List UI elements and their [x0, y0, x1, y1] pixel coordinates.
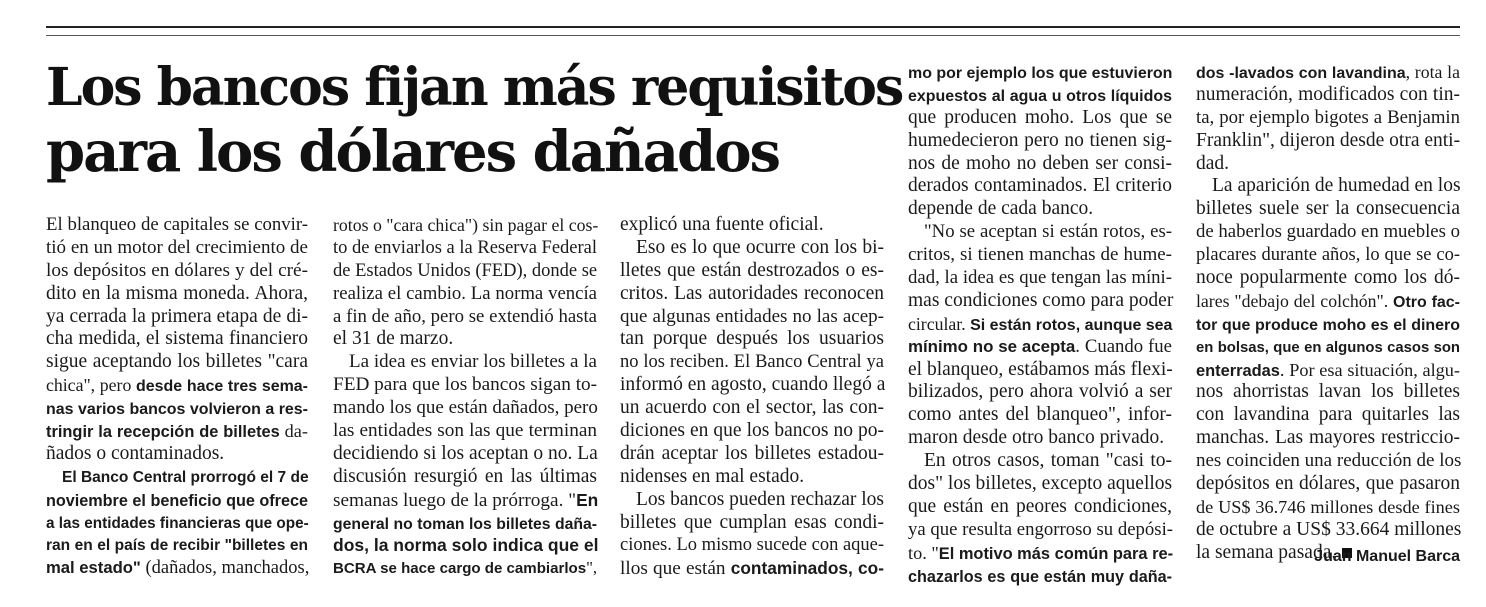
text-line [620, 557, 884, 580]
bold-text-run: En [576, 489, 599, 510]
text-run: depósitos en dólares, que pasaron [1196, 473, 1460, 495]
text-run: billetes suele ser la consecuencia [1196, 198, 1460, 220]
bold-text-run: enterradas [1196, 361, 1280, 380]
text-run: diciones en que los bancos no po- [620, 420, 884, 442]
headline [46, 56, 906, 184]
headline-line-2: para los dólares dañados [46, 119, 780, 185]
text-run: FED para que los bancos sigan to- [333, 374, 598, 396]
bold-text-run: mal estado" [46, 558, 141, 578]
text-line [1196, 221, 1460, 244]
text-line [1196, 175, 1460, 198]
text-line [620, 260, 884, 283]
text-run: bilizados, pero ahora volvió a ser [908, 381, 1172, 403]
text-line [46, 237, 308, 260]
text-run: mas condiciones como para poder [908, 289, 1174, 311]
text-line [46, 534, 308, 557]
bold-text-run: ran en el país de recibir "billetes en [46, 537, 308, 555]
text-line [908, 313, 1172, 336]
text-line [1196, 107, 1460, 130]
text-run: En otros casos, toman "casi to- [924, 450, 1172, 472]
text-run: numeración, modificados con tin- [1196, 83, 1460, 105]
text-line [620, 306, 884, 329]
text-line [908, 198, 1172, 221]
text-run: El blanqueo de capitales se convir- [46, 214, 308, 235]
text-line [46, 512, 308, 535]
text-line [1196, 359, 1460, 382]
text-line [908, 359, 1172, 382]
text-line [333, 260, 597, 283]
text-run: realiza el cambio. La norma vencía [333, 282, 597, 304]
text-line [333, 214, 597, 237]
bold-text-run: Otro fac- [1393, 293, 1461, 311]
text-run: nos ahorristas lavan los billetes [1196, 381, 1460, 403]
text-line [908, 542, 1172, 565]
text-run: dos" los billetes, excepto aquellos [908, 473, 1173, 495]
text-line [908, 153, 1172, 176]
text-run: . Por esa situación, algu- [1279, 359, 1460, 380]
text-line [46, 443, 308, 466]
bold-text-run: El Banco Central prorrogó el 7 de [62, 468, 309, 486]
text-line [1196, 290, 1460, 313]
text-line [908, 221, 1172, 244]
text-run: ta, por ejemplo bigotes a Benjamin [1196, 106, 1460, 128]
text-line [620, 466, 884, 489]
text-line [1196, 153, 1460, 176]
bold-text-run: chazarlos es que están muy daña- [908, 567, 1172, 586]
text-line [908, 496, 1172, 519]
article-column-4 [908, 61, 1172, 587]
text-run: lares "debajo del colchón". [1196, 290, 1394, 311]
text-line [46, 351, 308, 374]
text-run: . Cuando fue [1075, 335, 1172, 357]
text-line [1196, 313, 1460, 336]
text-run: critos. Las autoridades reconocen [620, 282, 884, 304]
text-line [908, 565, 1172, 588]
text-run: tan porque después los usuarios [620, 328, 884, 350]
text-run: dad. [1196, 152, 1230, 174]
text-line [1196, 84, 1460, 107]
text-run: depende de cada banco. [908, 198, 1094, 220]
text-run: semanas luego de la prórroga. " [333, 489, 577, 511]
text-line [333, 420, 597, 443]
text-run: La idea es enviar los billetes a la [349, 351, 597, 373]
text-line [46, 328, 308, 351]
text-run: que están en peores condiciones, [908, 495, 1172, 517]
text-run: de octubre a US$ 33.664 millones [1196, 518, 1462, 540]
text-line [46, 214, 308, 237]
text-line [908, 519, 1172, 542]
text-line [620, 214, 884, 237]
text-line [46, 374, 308, 397]
top-rule [46, 26, 1460, 28]
text-line [333, 557, 597, 580]
text-line [46, 283, 308, 306]
text-run: de Estados Unidos (FED), donde se [333, 260, 598, 281]
bold-text-run: mo por ejemplo los que estuvieron [908, 65, 1173, 82]
text-run: ya cerrada la primera etapa de di- [46, 305, 308, 327]
text-line [333, 443, 597, 466]
text-line [46, 489, 308, 512]
text-line [908, 381, 1172, 404]
text-line [1196, 336, 1460, 359]
byline-text: Juan Manuel Barca [1314, 548, 1460, 565]
top-rule-thin [46, 35, 1460, 36]
text-run: sigue aceptando los billetes "cara [46, 351, 308, 373]
bold-text-run: a las entidades financieras que ope- [46, 514, 309, 532]
text-run: , rota la [1405, 62, 1460, 82]
text-run: no los reciben. El Banco Central ya [620, 352, 884, 373]
text-run: con lavandina para quitarles las [1196, 404, 1460, 426]
text-run: ñados o contaminados. [46, 442, 225, 464]
text-line [1196, 244, 1460, 267]
text-line [1196, 519, 1460, 542]
text-run: de haberlos guardado en muebles o [1196, 221, 1460, 243]
text-line [908, 107, 1172, 130]
text-line [333, 306, 597, 329]
text-run: da- [279, 421, 308, 442]
text-run: rotos o "cara chica") sin pagar el cos- [333, 215, 599, 235]
text-line [1196, 198, 1460, 221]
text-run: La aparición de humedad en los [1212, 175, 1461, 197]
text-run: llos que están [620, 558, 731, 580]
text-line [1196, 61, 1460, 84]
text-line [620, 328, 884, 351]
bold-text-run: Si están rotos, aunque sea [970, 316, 1173, 334]
text-line [908, 336, 1172, 359]
text-run: derados contaminados. El criterio [908, 175, 1172, 197]
text-line [1196, 404, 1460, 427]
text-line [620, 534, 884, 557]
text-run: Franklin", dijeron desde otra enti- [1196, 129, 1461, 151]
bold-text-run: tringir la recepción de billetes [46, 423, 280, 442]
bold-text-run: desde hace tres sema- [136, 378, 308, 396]
text-run: Los bancos pueden rechazar los [636, 488, 884, 510]
text-run: los depósitos en dólares y del cré- [46, 259, 308, 281]
text-line [620, 512, 884, 535]
text-run: to de enviarlos a la Reserva Federal [333, 237, 598, 258]
text-run: billetes que cumplan esas condi- [620, 511, 884, 533]
text-line [908, 404, 1172, 427]
bold-text-run: nas varios bancos volvieron a res- [46, 401, 308, 419]
text-run: como antes del blanqueo", infor- [908, 404, 1172, 426]
text-run: lletes que están destrozados o es- [620, 259, 884, 281]
text-run: explicó una fuente oficial. [620, 214, 824, 235]
text-line [620, 283, 884, 306]
text-line [333, 283, 597, 306]
text-run: "No se aceptan si están rotos, es- [924, 221, 1172, 243]
text-run: Eso es lo que ocurre con los bi- [636, 236, 884, 258]
bold-text-run: dos -lavados con lavandina [1196, 65, 1406, 82]
text-line [333, 237, 597, 260]
byline [1314, 548, 1460, 566]
text-run: to. " [908, 542, 939, 563]
text-run: cha medida, el sistema financiero [46, 328, 308, 350]
text-run: dad, la idea es que tengan las míni- [908, 267, 1172, 289]
bold-text-run: expuestos al agua u otros líquidos [908, 87, 1172, 105]
text-line [46, 306, 308, 329]
text-line [46, 557, 308, 580]
text-line [908, 450, 1172, 473]
text-line [46, 420, 308, 443]
text-line [1196, 496, 1460, 519]
bold-text-run: tor que produce moho es el dinero [1196, 316, 1460, 334]
text-run: nos de moho no deben ser consi- [908, 152, 1172, 174]
text-line [46, 397, 308, 420]
text-run: (dañados, manchados, [140, 558, 310, 579]
text-run: manchas. Las mayores restriccio- [1196, 427, 1460, 449]
bold-text-run: noviembre el beneficio que ofrece [46, 491, 308, 510]
text-run: dito en la misma moneda. Ahora, [46, 282, 308, 304]
text-line [620, 237, 884, 260]
text-line [1196, 473, 1460, 496]
text-line [333, 397, 597, 420]
text-line [908, 61, 1172, 84]
text-line [1196, 450, 1460, 473]
text-run: noce popularmente como los dó- [1196, 267, 1460, 289]
text-line [46, 260, 308, 283]
headline-line-1: Los bancos fijan más requisitos [46, 57, 903, 118]
text-run: que producen moho. Los que se [908, 106, 1172, 128]
text-run: mando los que están dañados, pero [333, 397, 598, 419]
text-run: decidiendo si los aceptan o no. La [333, 442, 598, 464]
text-line [333, 466, 597, 489]
text-run: maron desde otro banco privado. [908, 427, 1165, 449]
text-line [620, 374, 884, 397]
text-line [1196, 381, 1460, 404]
text-run: ya que resulta engorroso su depósi- [908, 518, 1174, 540]
text-run: las entidades son las que terminan [333, 420, 597, 442]
bold-text-run: contaminados, co- [730, 558, 884, 579]
text-run: nes coinciden una reducción de los [1196, 450, 1462, 472]
text-run: ", [586, 558, 598, 578]
text-run: circular. [908, 313, 971, 334]
bold-text-run: general no toman los billetes daña- [333, 515, 597, 533]
text-line [620, 351, 884, 374]
article-column-2 [333, 214, 597, 580]
text-run: drán aceptar los billetes estadou- [620, 442, 884, 464]
text-run: a fin de año, pero se extendió hasta [333, 305, 597, 327]
text-line [333, 328, 597, 351]
text-run: placares durante años, lo que se co- [1196, 245, 1460, 266]
article-column-5 [1196, 61, 1460, 565]
text-line [333, 534, 597, 557]
bold-text-run: dos, la norma solo indica que el [333, 535, 599, 556]
text-line [908, 244, 1172, 267]
text-run: critos, si tienen manchas de hume- [908, 244, 1172, 266]
text-run: un acuerdo con el sector, las con- [620, 397, 884, 419]
bold-text-run: El motivo más común para re- [938, 544, 1174, 563]
text-run: el blanqueo, estábamos más flexi- [908, 358, 1173, 380]
text-line [620, 443, 884, 466]
text-run: el 31 de marzo. [333, 328, 454, 350]
text-line [908, 175, 1172, 198]
text-run: tió en un motor del crecimiento de [46, 236, 308, 258]
text-line [908, 290, 1172, 313]
article-column-1 [46, 214, 308, 580]
text-line [908, 267, 1172, 290]
text-line [1196, 130, 1460, 153]
bold-text-run: BCRA se hace cargo de cambiarlos [333, 560, 587, 578]
text-line [333, 512, 597, 535]
text-run: nidenses en mal estado. [620, 465, 805, 487]
text-line [333, 374, 597, 397]
text-run: discusión resurgió en las últimas [333, 465, 597, 487]
bold-text-run: en bolsas, que en algunos casos son [1196, 339, 1460, 356]
text-line [333, 351, 597, 374]
text-run: la semana pasada. [1196, 541, 1337, 563]
text-line [620, 420, 884, 443]
text-line [620, 489, 884, 512]
text-run: chica", pero [46, 375, 136, 396]
text-line [908, 427, 1172, 450]
article-column-3 [620, 214, 884, 580]
text-run: de US$ 36.746 millones desde fines [1196, 496, 1460, 517]
text-run: ciones. Lo mismo sucede con aque- [620, 535, 885, 556]
text-run: humedecieron pero no tienen sig- [908, 129, 1172, 151]
text-line [908, 130, 1172, 153]
text-line [620, 397, 884, 420]
text-line [1196, 427, 1460, 450]
text-line [908, 84, 1172, 107]
text-line [908, 473, 1172, 496]
text-line [333, 489, 597, 512]
bold-text-run: mínimo no se acepta [908, 336, 1076, 356]
text-run: informó en agosto, cuando llegó a [620, 374, 886, 396]
text-run: que algunas entidades no las acep- [620, 305, 884, 327]
text-line [1196, 267, 1460, 290]
text-line [46, 466, 308, 489]
